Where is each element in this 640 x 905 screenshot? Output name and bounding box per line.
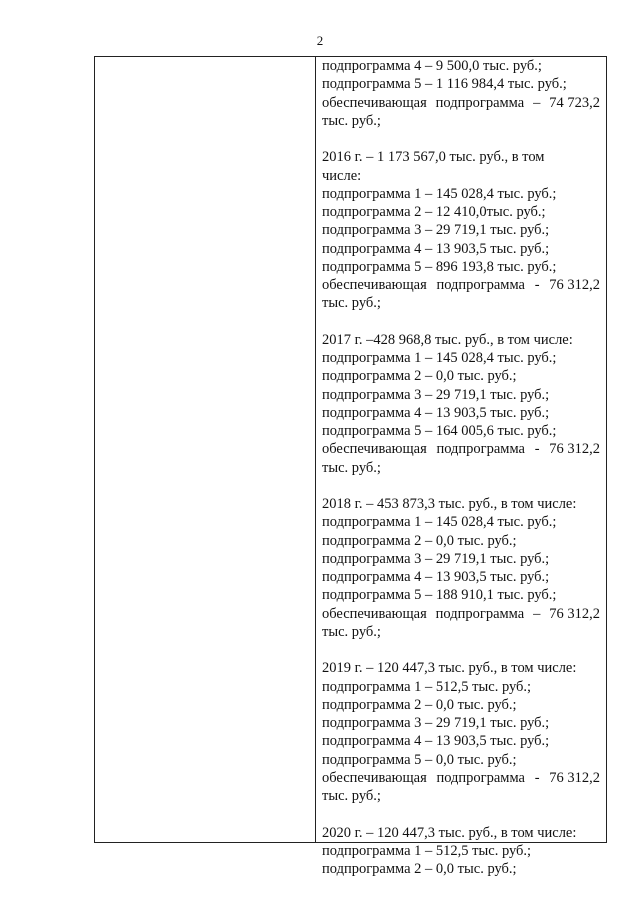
subprogram-line: подпрограмма 5 – 164 005,6 тыс. руб.; <box>322 423 557 439</box>
provision-subprogram-line <box>322 769 600 787</box>
spacer <box>322 130 600 148</box>
provision-word: 76 312,2 <box>549 441 600 458</box>
provision-unit: тыс. руб.; <box>322 112 381 129</box>
provision-subprogram-line <box>322 440 600 458</box>
subprogram-line: подпрограмма 3 – 29 719,1 тыс. руб.; <box>322 550 550 567</box>
spacer <box>322 477 600 495</box>
subprogram-line: подпрограмма 4 – 13 903,5 тыс. руб.; <box>322 733 550 750</box>
subprogram-line: подпрограмма 5 – 188 910,1 тыс. руб.; <box>322 587 557 604</box>
year-heading: 2020 г. – 120 447,3 тыс. руб., в том числе: <box>322 824 577 841</box>
subprogram-line: подпрограмма 4 – 13 903,5 тыс. руб.; <box>322 569 550 585</box>
provision-word: – <box>533 605 541 622</box>
spacer <box>322 805 600 823</box>
subprogram-line: подпрограмма 3 – 29 719,1 тыс. руб.; <box>322 386 550 403</box>
subprogram-line: подпрограмма 2 – 0,0 тыс. руб.; <box>322 368 517 385</box>
provision-unit: тыс. руб.; <box>322 459 381 476</box>
provision-word: - <box>534 769 540 786</box>
provision-word: 76 312,2 <box>549 605 600 622</box>
year-heading: 2016 г. – 1 173 567,0 тыс. руб., в том <box>322 149 545 166</box>
subprogram-line: подпрограмма 2 – 12 410,0тыс. руб.; <box>322 204 546 220</box>
provision-unit: тыс. руб.; <box>322 788 381 804</box>
provision-word: подпрограмма <box>436 769 525 786</box>
provision-word: обеспечивающая <box>322 769 427 786</box>
provision-unit: тыс. руб.; <box>322 295 381 312</box>
subprogram-line: подпрограмма 1 – 145 028,4 тыс. руб.; <box>322 350 557 366</box>
subprogram-line: подпрограмма 3 – 29 719,1 тыс. руб.; <box>322 715 550 731</box>
subprogram-line: подпрограмма 2 – 0,0 тыс. руб.; <box>322 861 517 877</box>
page-number: 2 <box>316 33 324 48</box>
subprogram-line: подпрограмма 4 – 13 903,5 тыс. руб.; <box>322 404 550 421</box>
table-left-cell <box>95 57 315 842</box>
year-heading: 2017 г. –428 968,8 тыс. руб., в том числе: <box>322 331 573 348</box>
subprogram-line: подпрограмма 5 – 1 116 984,4 тыс. руб.; <box>322 76 567 93</box>
provision-word: подпрограмма <box>436 441 525 458</box>
provision-subprogram-line <box>322 94 600 112</box>
subprogram-line: подпрограмма 2 – 0,0 тыс. руб.; <box>322 696 517 713</box>
provision-word: - <box>534 441 540 458</box>
provision-word: обеспечивающая <box>322 94 427 111</box>
provision-word: обеспечивающая <box>322 277 427 293</box>
provision-word: подпрограмма <box>435 94 525 111</box>
year-heading: 2018 г. – 453 873,3 тыс. руб., в том числе: <box>322 496 577 512</box>
funding-table <box>94 56 607 877</box>
column-divider <box>315 57 316 842</box>
spacer <box>322 641 600 659</box>
year-heading-continuation: числе: <box>322 167 362 184</box>
provision-word: 76 312,2 <box>549 769 600 786</box>
spacer <box>322 313 600 331</box>
provision-word: подпрограмма <box>435 605 525 622</box>
subprogram-line: подпрограмма 5 – 0,0 тыс. руб.; <box>322 751 517 768</box>
subprogram-line: подпрограмма 5 – 896 193,8 тыс. руб.; <box>322 258 557 275</box>
year-heading: 2019 г. – 120 447,3 тыс. руб., в том числе: <box>322 660 577 677</box>
table-right-cell <box>322 57 600 877</box>
provision-word: 76 312,2 <box>549 277 600 293</box>
subprogram-line: подпрограмма 3 – 29 719,1 тыс. руб.; <box>322 222 550 239</box>
provision-unit: тыс. руб.; <box>322 623 381 640</box>
provision-word: обеспечивающая <box>322 605 427 622</box>
provision-word: подпрограмма <box>436 277 525 293</box>
subprogram-line: подпрограмма 4 – 13 903,5 тыс. руб.; <box>322 240 550 257</box>
subprogram-line: подпрограмма 1 – 512,5 тыс. руб.; <box>322 842 532 859</box>
provision-word: - <box>534 277 540 293</box>
subprogram-line: подпрограмма 1 – 145 028,4 тыс. руб.; <box>322 514 557 531</box>
provision-subprogram-line <box>322 605 600 623</box>
subprogram-line: подпрограмма 2 – 0,0 тыс. руб.; <box>322 532 517 549</box>
subprogram-line: подпрограмма 4 – 9 500,0 тыс. руб.; <box>322 58 542 74</box>
provision-word: – <box>533 94 541 111</box>
subprogram-line: подпрограмма 1 – 512,5 тыс. руб.; <box>322 678 532 695</box>
provision-word: 74 723,2 <box>549 94 600 111</box>
provision-word: обеспечивающая <box>322 441 427 458</box>
provision-subprogram-line <box>322 276 600 294</box>
subprogram-line: подпрограмма 1 – 145 028,4 тыс. руб.; <box>322 185 557 202</box>
